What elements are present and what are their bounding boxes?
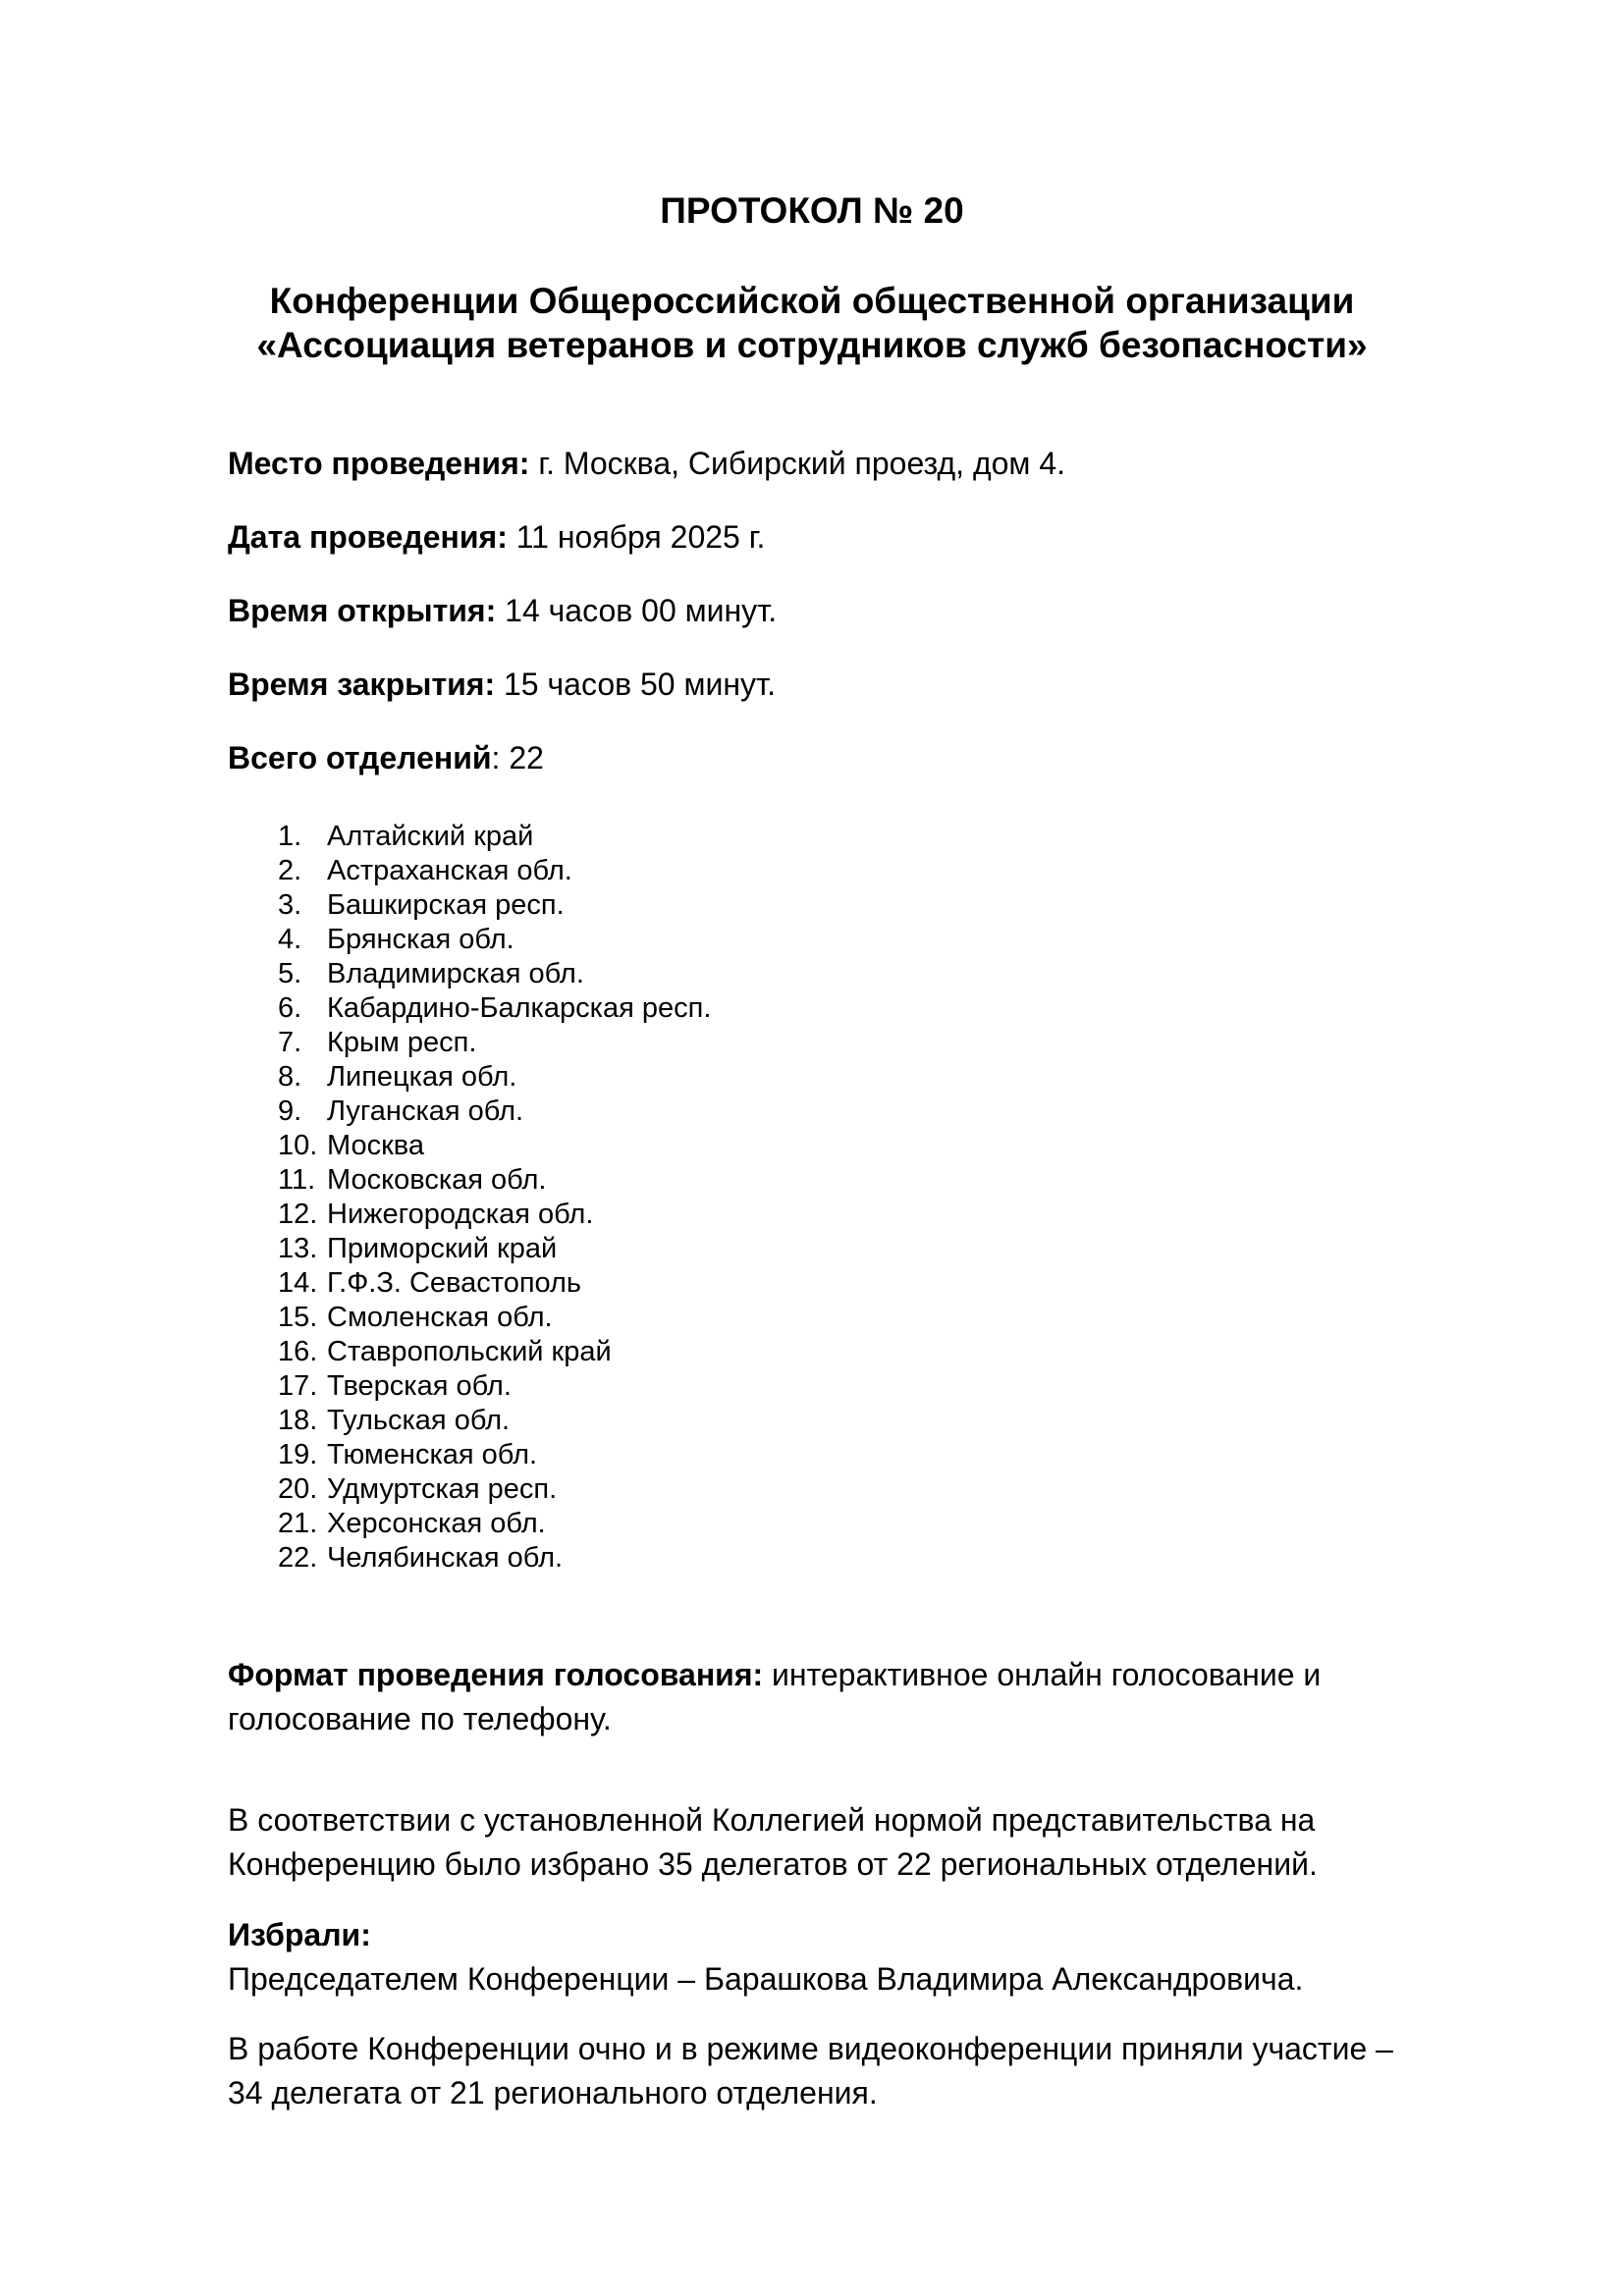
list-item <box>228 991 1396 1026</box>
list-item-number: 21. <box>278 1508 318 1539</box>
list-item-number: 5. <box>278 958 302 989</box>
list-item-text: Московская обл. <box>327 1164 547 1196</box>
list-item <box>228 1404 1396 1438</box>
list-item-text: Крым респ. <box>327 1027 477 1058</box>
representation-paragraph: В соответствии с установленной Коллегией нормой представительства на Конференцию было избрано 35 делегатов от 22 региональных отделений. <box>228 1802 1318 1882</box>
field-closing-time-label: Время закрытия: <box>228 667 496 702</box>
list-item <box>228 1095 1396 1129</box>
list-item <box>228 1266 1396 1301</box>
elected-value: Председателем Конференции – Барашкова Владимира Александровича. <box>228 1961 1304 1997</box>
list-item-text: Херсонская обл. <box>327 1508 546 1539</box>
list-item <box>228 1541 1396 1575</box>
subtitle-line-1: Конференции Общероссийской общественной организации <box>269 281 1355 321</box>
list-item <box>228 1438 1396 1472</box>
field-total-branches-value: : 22 <box>491 740 544 775</box>
field-total-branches-label: Всего отделений <box>228 740 492 775</box>
list-item-text: Астраханская обл. <box>327 855 572 886</box>
list-item <box>228 1507 1396 1541</box>
field-opening-time-label: Время открытия: <box>228 593 497 628</box>
list-item <box>228 1301 1396 1335</box>
list-item-text: Брянская обл. <box>327 924 514 955</box>
list-item-text: Г.Ф.З. Севастополь <box>327 1267 582 1299</box>
field-date-value: 11 ноября 2025 г. <box>507 519 766 555</box>
list-item-text: Алтайский край <box>327 821 534 852</box>
list-item-text: Приморский край <box>327 1233 558 1264</box>
list-item-number: 8. <box>278 1061 302 1093</box>
list-item-text: Ставропольский край <box>327 1336 612 1367</box>
list-item <box>228 1198 1396 1232</box>
field-opening-time <box>228 590 1396 632</box>
list-item-number: 19. <box>278 1439 318 1470</box>
list-item-text: Башкирская респ. <box>327 889 565 921</box>
branch-list <box>228 820 1396 1575</box>
elected-block <box>228 1913 1396 2002</box>
field-venue <box>228 443 1396 485</box>
list-item <box>228 1472 1396 1507</box>
list-item-number: 9. <box>278 1095 302 1127</box>
list-item <box>228 923 1396 957</box>
list-item <box>228 1026 1396 1060</box>
field-date-label: Дата проведения: <box>228 519 508 555</box>
list-item-text: Липецкая обл. <box>327 1061 517 1093</box>
list-item-text: Кабардино-Балкарская респ. <box>327 992 712 1024</box>
list-item <box>228 854 1396 888</box>
subtitle-line-2: «Ассоциация ветеранов и сотрудников служб безопасности» <box>256 325 1368 365</box>
list-item <box>228 1129 1396 1163</box>
list-item-number: 17. <box>278 1370 318 1402</box>
field-venue-value: г. Москва, Сибирский проезд, дом 4. <box>529 446 1065 481</box>
list-item-number: 11. <box>278 1164 316 1196</box>
field-closing-time-value: 15 часов 50 минут. <box>495 667 777 702</box>
list-item <box>228 820 1396 854</box>
list-item-text: Владимирская обл. <box>327 958 584 989</box>
list-item-text: Смоленская обл. <box>327 1302 553 1333</box>
list-item-text: Тульская обл. <box>327 1405 511 1436</box>
list-item-number: 6. <box>278 992 302 1024</box>
list-item-number: 2. <box>278 855 302 886</box>
field-total-branches <box>228 737 1396 779</box>
field-date <box>228 516 1396 559</box>
field-opening-time-value: 14 часов 00 минут. <box>496 593 778 628</box>
list-item-text: Нижегородская обл. <box>327 1199 594 1230</box>
list-item-number: 13. <box>278 1233 318 1264</box>
elected-label: Избрали: <box>228 1917 371 1952</box>
page-title: ПРОТОКОЛ № 20 <box>660 190 964 231</box>
list-item-text: Москва <box>327 1130 425 1161</box>
list-item-number: 3. <box>278 889 302 921</box>
document-subtitle <box>228 279 1396 367</box>
list-item-number: 4. <box>278 924 302 955</box>
document-content <box>228 189 1396 2115</box>
list-item-number: 15. <box>278 1302 318 1333</box>
field-venue-label: Место проведения: <box>228 446 530 481</box>
list-item-number: 18. <box>278 1405 318 1436</box>
list-item <box>228 1335 1396 1369</box>
list-item-number: 22. <box>278 1542 318 1574</box>
list-item <box>228 1060 1396 1095</box>
list-item-number: 12. <box>278 1199 318 1230</box>
list-item-number: 10. <box>278 1130 318 1161</box>
list-item <box>228 1163 1396 1198</box>
list-item-text: Тверская обл. <box>327 1370 512 1402</box>
list-item-text: Челябинская обл. <box>327 1542 564 1574</box>
list-item-number: 1. <box>278 821 302 852</box>
list-item-text: Луганская обл. <box>327 1095 524 1127</box>
list-item <box>228 957 1396 991</box>
voting-format-label: Формат проведения голосования: <box>228 1657 764 1692</box>
list-item-number: 20. <box>278 1473 318 1505</box>
participation-paragraph: В работе Конференции очно и в режиме видеоконференции приняли участие – 34 делегата от 21 регионального отделения. <box>228 2031 1393 2110</box>
list-item-text: Удмуртская респ. <box>327 1473 558 1505</box>
list-item-number: 14. <box>278 1267 318 1299</box>
list-item-text: Тюменская обл. <box>327 1439 538 1470</box>
list-item-number: 16. <box>278 1336 318 1367</box>
voting-format-value: интерактивное онлайн голосование и голосование по телефону. <box>228 1657 1322 1736</box>
list-item <box>228 1369 1396 1404</box>
voting-format-paragraph <box>228 1653 1396 1741</box>
list-item <box>228 888 1396 923</box>
list-item <box>228 1232 1396 1266</box>
field-closing-time <box>228 664 1396 706</box>
list-item-number: 7. <box>278 1027 302 1058</box>
